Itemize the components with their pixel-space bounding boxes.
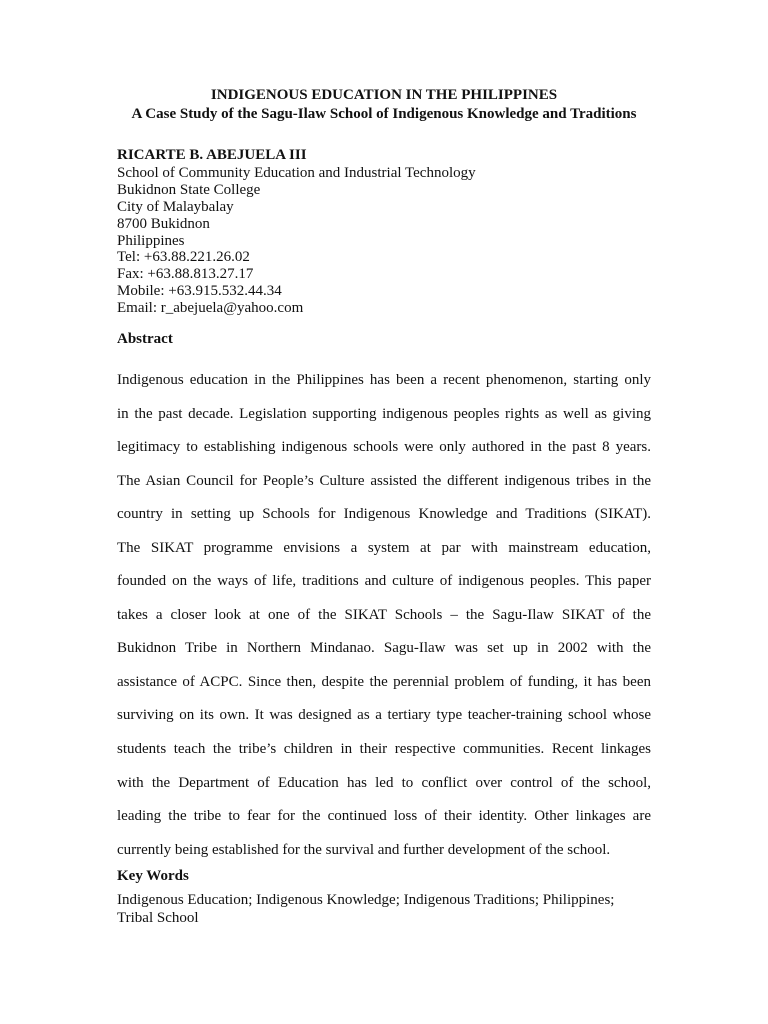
author-mobile: Mobile: +63.915.532.44.34 bbox=[117, 283, 282, 300]
abstract-line: in the past decade. Legislation supporting indigenous peoples rights as well as giving bbox=[117, 405, 651, 422]
abstract-line: Bukidnon Tribe in Northern Mindanao. Sagu-Ilaw was set up in 2002 with the bbox=[117, 640, 651, 657]
abstract-line: founded on the ways of life, traditions and culture of indigenous peoples. This paper bbox=[117, 573, 651, 590]
abstract-line: assistance of ACPC. Since then, despite the perennial problem of funding, it has been bbox=[117, 673, 651, 690]
affiliation-city: City of Malaybalay bbox=[117, 198, 234, 215]
abstract-line: The Asian Council for People’s Culture assisted the different indigenous tribes in the bbox=[117, 472, 651, 489]
author-block bbox=[117, 147, 476, 317]
title-subtitle: A Case Study of the Sagu-Ilaw School of Indigenous Knowledge and Traditions bbox=[131, 106, 637, 122]
author-email: Email: r_abejuela@yahoo.com bbox=[117, 300, 304, 317]
abstract-line: students teach the tribe’s children in their respective communities. Recent linkages bbox=[117, 741, 651, 758]
abstract-line: leading the tribe to fear for the continued loss of their identity. Other linkages are bbox=[117, 808, 651, 825]
author-name: RICARTE B. ABEJUELA III bbox=[117, 147, 307, 163]
abstract-line: Indigenous education in the Philippines has been a recent phenomenon, starting only bbox=[117, 372, 651, 388]
abstract-body bbox=[117, 364, 651, 867]
abstract-line: takes a closer look at one of the SIKAT Schools – the Sagu-Ilaw SIKAT of the bbox=[117, 606, 651, 623]
paper-title bbox=[0, 86, 768, 124]
abstract-line: country in setting up Schools for Indigenous Knowledge and Traditions (SIKAT). bbox=[117, 506, 651, 523]
author-fax: Fax: +63.88.813.27.17 bbox=[117, 266, 254, 283]
affiliation-country: Philippines bbox=[117, 232, 185, 249]
abstract-line-last: currently being established for the survival and further development of the school. bbox=[117, 841, 611, 858]
author-tel: Tel: +63.88.221.26.02 bbox=[117, 249, 250, 266]
keywords-line: Indigenous Education; Indigenous Knowledge; Indigenous Traditions; Philippines; bbox=[117, 892, 615, 908]
abstract-line: The SIKAT programme envisions a system at par with mainstream education, bbox=[117, 539, 651, 556]
keywords-body bbox=[117, 891, 677, 927]
keywords-heading: Key Words bbox=[117, 868, 189, 884]
affiliation-college: Bukidnon State College bbox=[117, 181, 261, 198]
affiliation-school: School of Community Education and Industrial Technology bbox=[117, 164, 476, 181]
abstract-line: surviving on its own. It was designed as a tertiary type teacher-training school whose bbox=[117, 707, 651, 724]
abstract-heading: Abstract bbox=[117, 331, 173, 347]
affiliation-postal: 8700 Bukidnon bbox=[117, 215, 210, 232]
abstract-line: with the Department of Education has led to conflict over control of the school, bbox=[117, 774, 651, 791]
title-main: INDIGENOUS EDUCATION IN THE PHILIPPINES bbox=[210, 87, 558, 103]
abstract-line: legitimacy to establishing indigenous schools were only authored in the past 8 years. bbox=[117, 439, 651, 456]
keywords-line: Tribal School bbox=[117, 910, 199, 926]
